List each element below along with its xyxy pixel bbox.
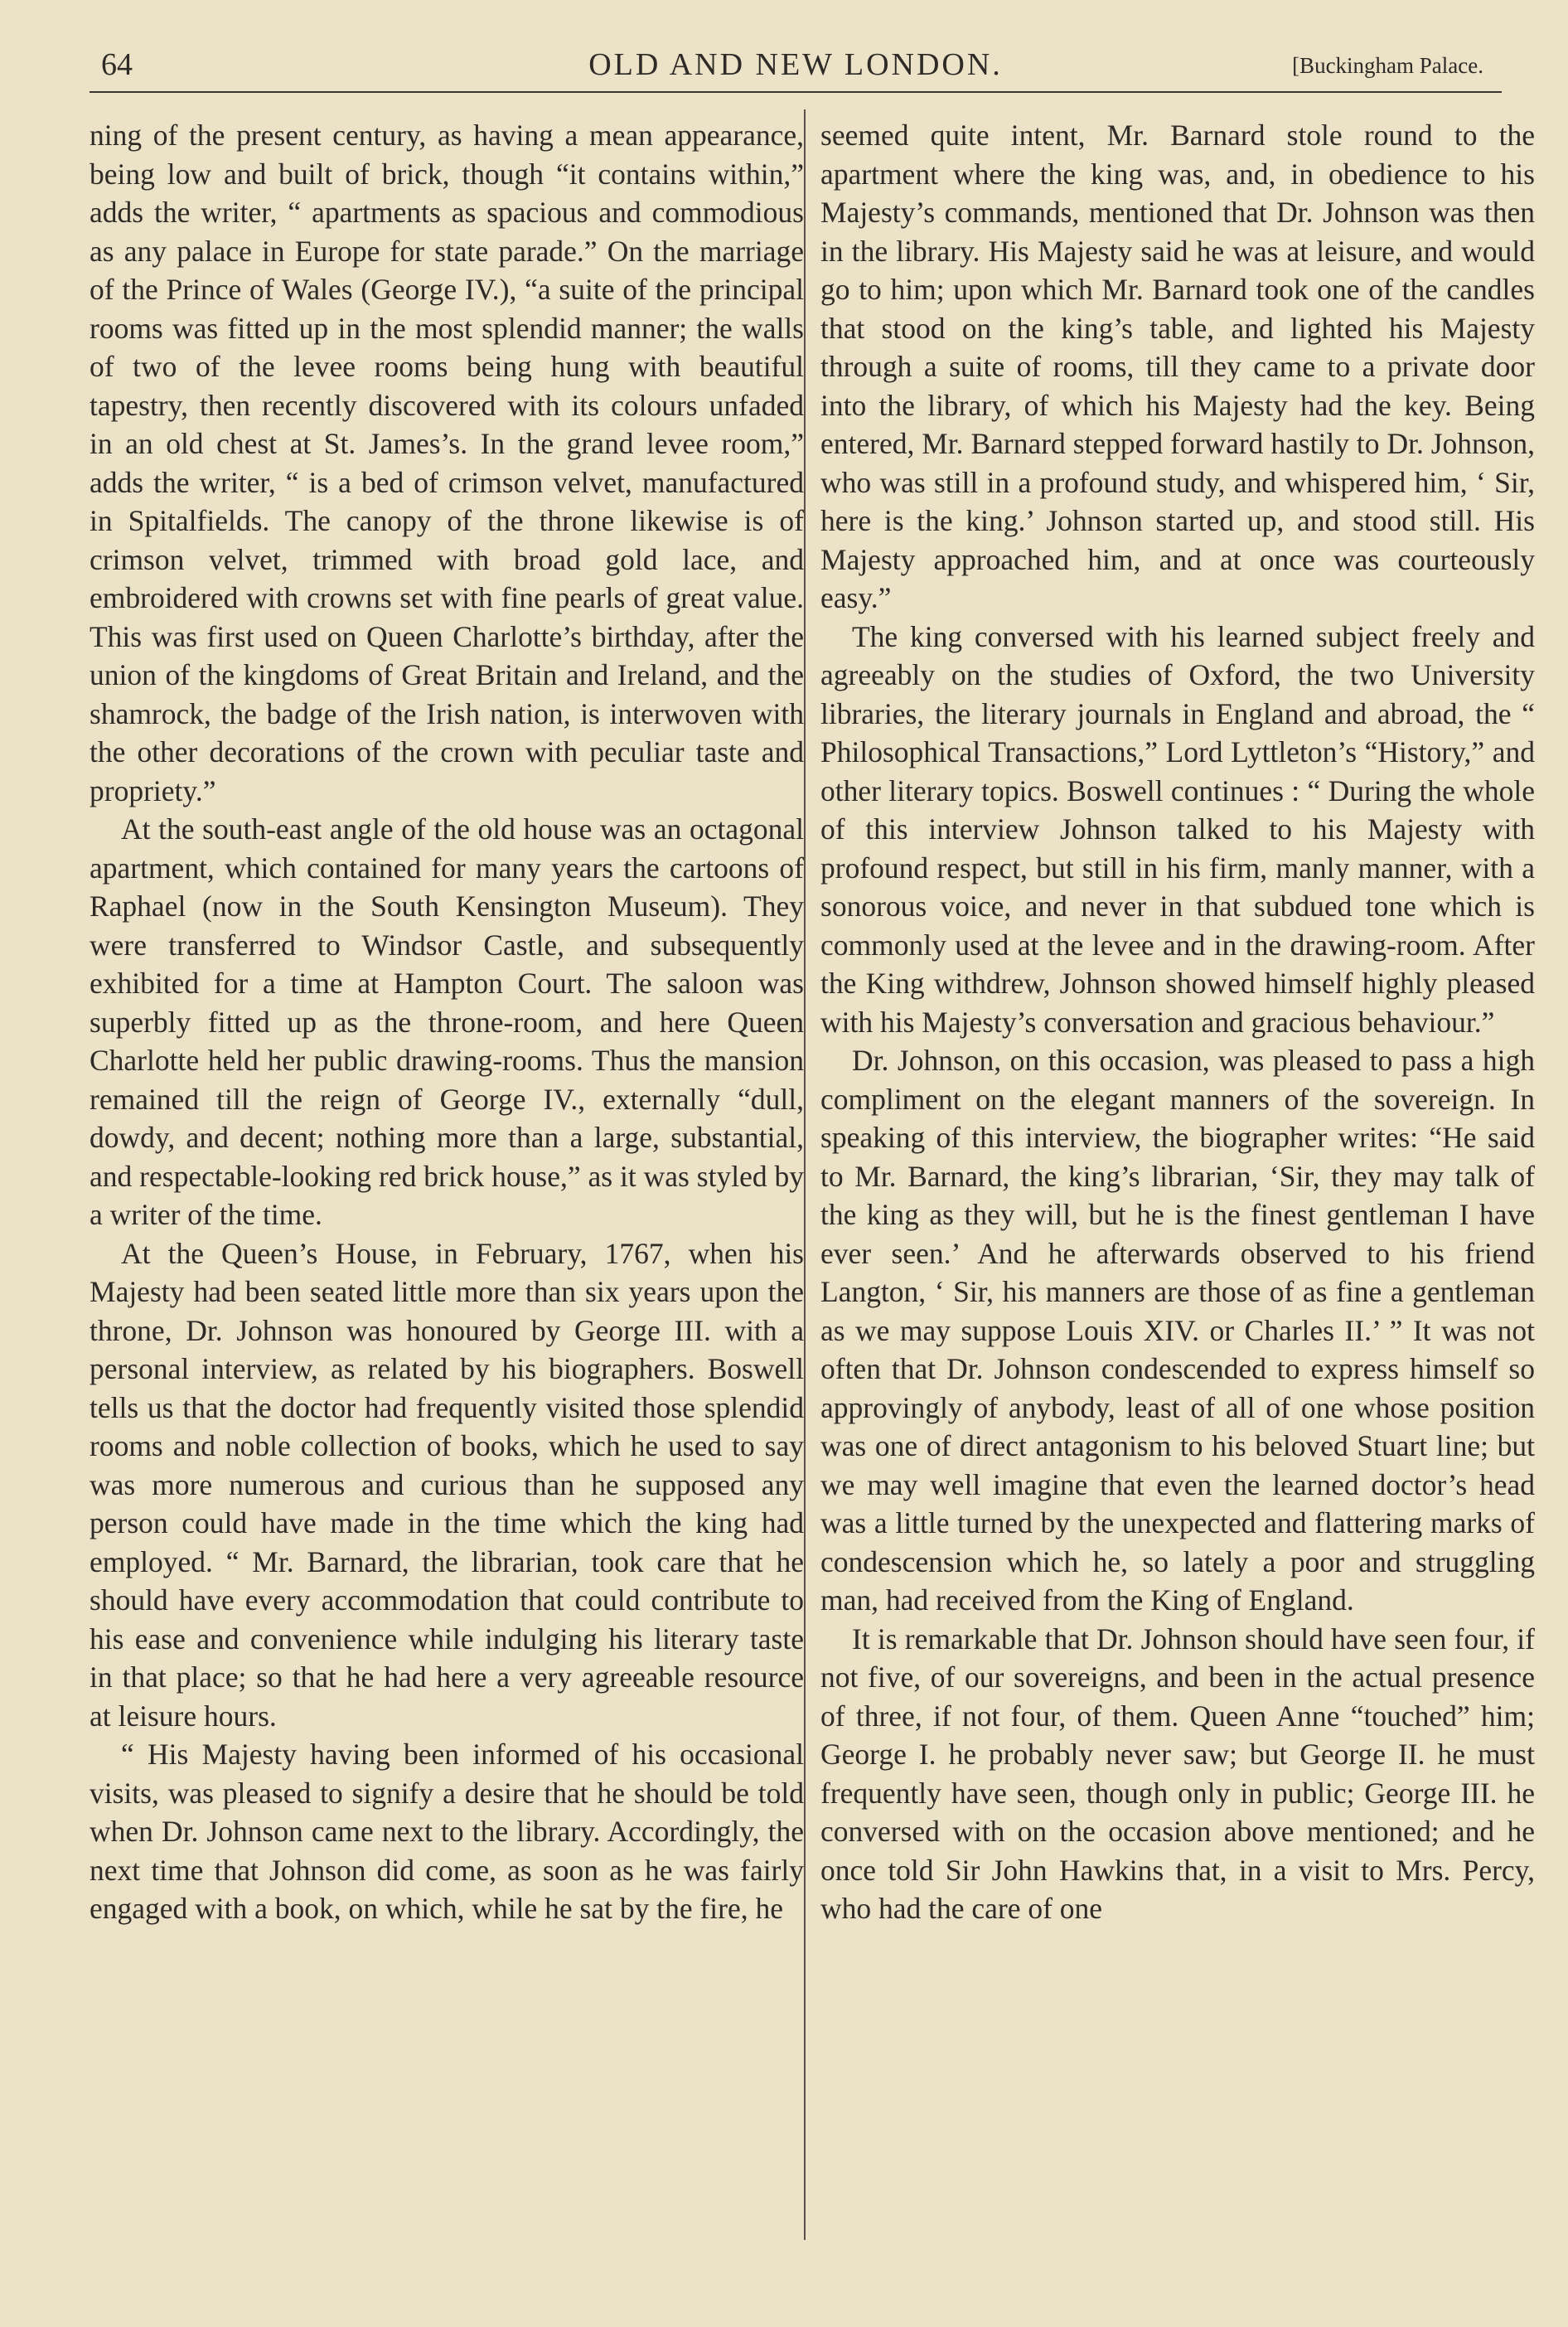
left-paragraph-2: At the south-east angle of the old house was an octagonal apartment, which contained for many years the cartoons of Raphael (now in the South Kensington Museum). They were transferred to Windsor Castle, and subsequently exhibited for a time at Hampton Court. The saloon was superbly fitted up as the throne-room, and here Queen Charlotte held her public drawing-rooms. Thus the mansion remained till the reign of George IV., externally “dull, dowdy, and decent; nothing more than a large, substantial, and respectable-looking red brick house,” as it was styled by a writer of the time. [90,812,804,1231]
column-divider [804,109,806,2240]
right-column [820,116,1535,1928]
page-number: 64 [101,47,133,82]
running-title: OLD AND NEW LONDON. [588,47,1003,82]
left-column [90,116,804,1928]
right-paragraph-1: seemed quite intent, Mr. Barnard stole round to the apartment where the king was, and, in obedience to his Majesty’s commands, mentioned that Dr. Johnson was then in the library. His Majesty said he was at leisure, and would go to him; upon which Mr. Barnard took one of the candles that stood on the king’s table, and lighted his Majesty through a suite of rooms, till they came to a private door into the library, of which his Majesty had the key. Being entered, Mr. Barnard stepped forward hastily to Dr. Johnson, who was still in a profound study, and whispered him, ‘ Sir, here is the king.’ Johnson started up, and stood still. His Majesty approached him, and at once was courteously easy.” [820,119,1535,614]
right-paragraph-2: The king conversed with his learned subject freely and agreeably on the studies of Oxford, the two University libraries, the literary journals in England and abroad, the “ Philosophical Transactions,” Lord Lyttleton’s “History,” and other literary topics. Boswell continues : “ During the whole of this interview Johnson talked to his Majesty with profound respect, but still in his firm, manly manner, with a sonorous voice, and never in that subdued tone which is commonly used at the levee and in the drawing-room. After the King withdrew, Johnson showed himself highly pleased with his Majesty’s conversation and gracious behaviour.” [820,619,1535,1039]
section-label: [Buckingham Palace. [1292,53,1483,78]
left-paragraph-4: “ His Majesty having been informed of his occasional visits, was pleased to signify a desire that he should be told when Dr. Johnson came next to the library. Accordingly, the next time that Johnson did come, as soon as he was fairly engaged with a book, on which, while he sat by the fire, he [90,1738,804,1925]
right-paragraph-3: Dr. Johnson, on this occasion, was pleased to pass a high compliment on the elegant manners of the sovereign. In speaking of this interview, the biographer writes: “He said to Mr. Barnard, the king’s librarian, ‘Sir, they may talk of the king as they will, but he is the finest gentleman I have ever seen.’ And he afterwards observed to his friend Langton, ‘ Sir, his manners are those of as fine a gentleman as we may suppose Louis XIV. or Charles II.’ ” It was not often that Dr. Johnson condescended to express himself so approvingly of anybody, least of all of one whose position was one of direct antagonism to his beloved Stuart line; but we may well imagine that even the learned doctor’s head was a little turned by the unexpected and flattering marks of condescension which he, so lately a poor and struggling man, had received from the King of England. [820,1044,1535,1617]
right-paragraph-4: It is remarkable that Dr. Johnson should have seen four, if not five, of our sovereigns, and been in the actual presence of three, if not four, of them. Queen Anne “touched” him; George I. he probably never saw; but George II. he must frequently have seen, though only in public; George III. he conversed with on the occasion above mentioned; and he once told Sir John Hawkins that, in a visit to Mrs. Percy, who had the care of one [820,1622,1535,1925]
running-header [90,41,1502,93]
left-paragraph-1: ning of the present century, as having a mean appearance, being low and built of brick, though “it contains within,” adds the writer, “ apartments as spacious and commodious as any palace in Europe for state parade.” On the marriage of the Prince of Wales (George IV.), “a suite of the principal rooms was fitted up in the most splendid manner; the walls of two of the levee rooms being hung with beautiful tapestry, then recently discovered with its colours unfaded in an old chest at St. James’s. In the grand levee room,” adds the writer, “ is a bed of crimson velvet, manufactured in Spitalfields. The canopy of the throne likewise is of crimson velvet, trimmed with broad gold lace, and embroidered with crowns set with fine pearls of great value. This was first used on Queen Charlotte’s birthday, after the union of the kingdoms of Great Britain and Ireland, and the shamrock, the badge of the Irish nation, is interwoven with the other decorations of the crown with peculiar taste and propriety.” [90,119,804,807]
left-paragraph-3: At the Queen’s House, in February, 1767, when his Majesty had been seated little more than six years upon the throne, Dr. Johnson was honoured by George III. with a personal interview, as related by his biographers. Boswell tells us that the doctor had frequently visited those splendid rooms and noble collection of books, which he used to say was more numerous and curious than he supposed any person could have made in the time which the king had employed. “ Mr. Barnard, the librarian, took care that he should have every accommodation that could contribute to his ease and convenience while indulging his literary taste in that place; so that he had here a very agreeable resource at leisure hours. [90,1236,804,1733]
